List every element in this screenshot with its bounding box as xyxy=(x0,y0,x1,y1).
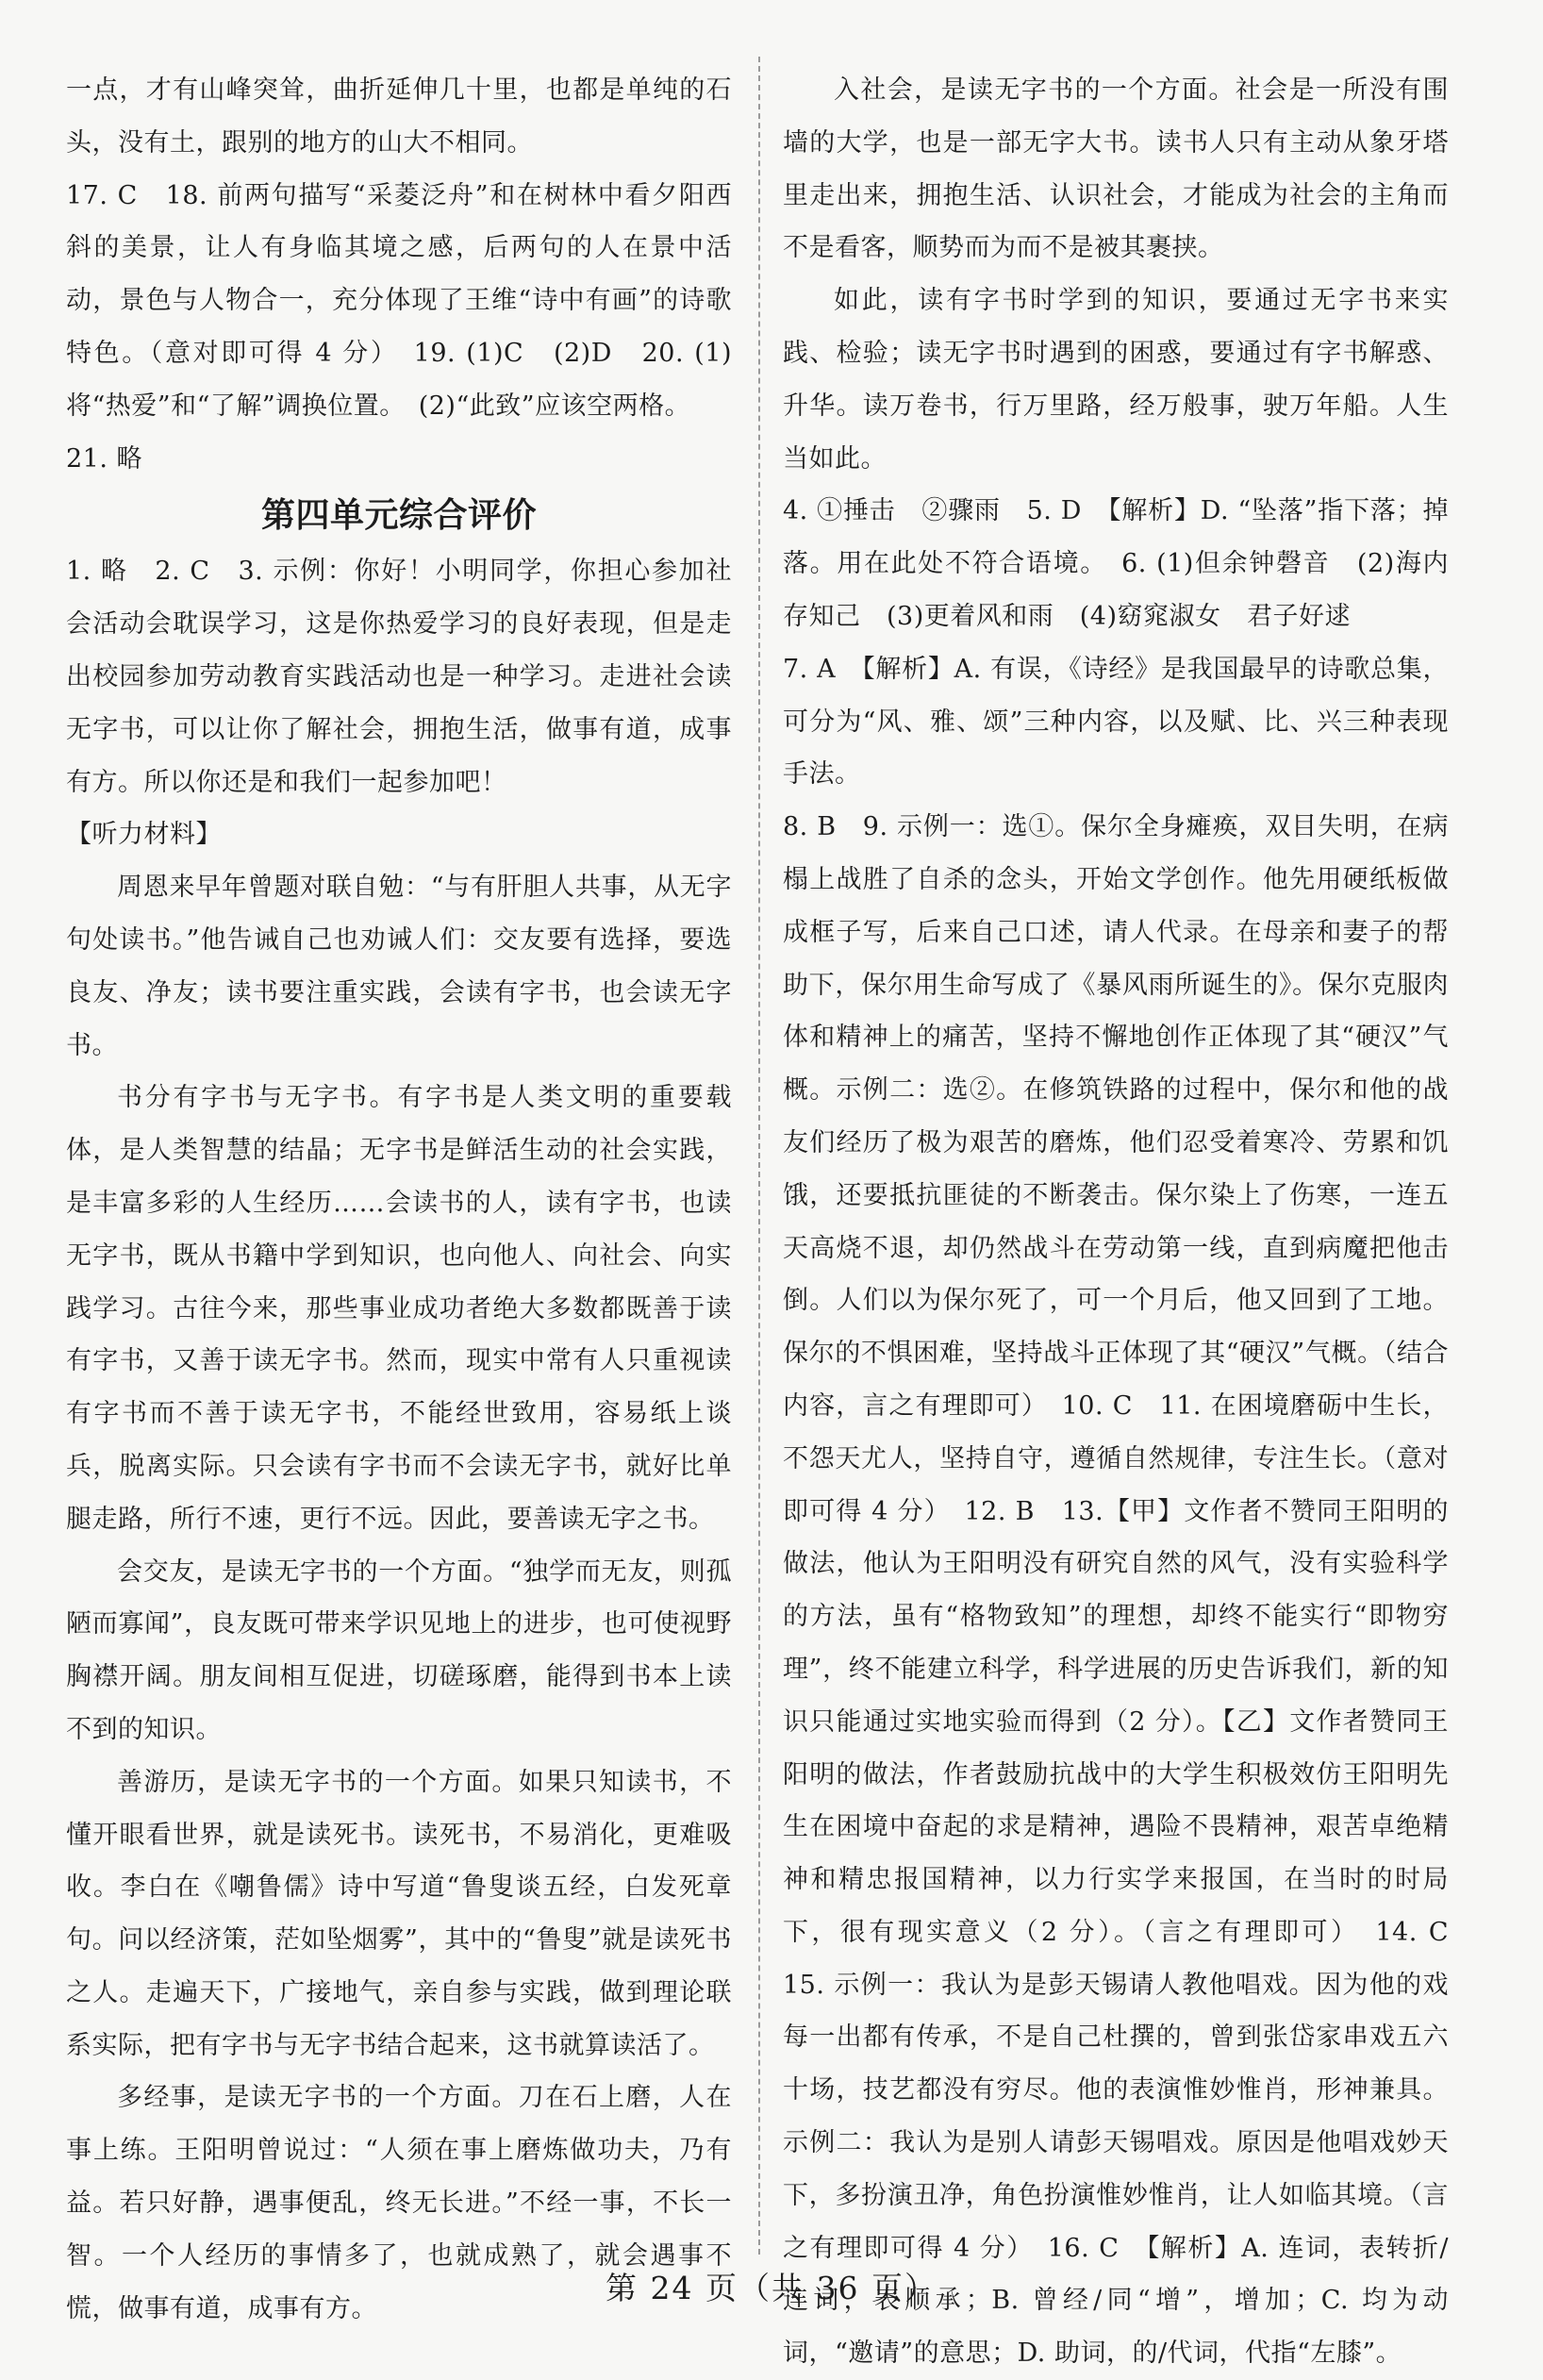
answer-paragraph: 4. ①捶击 ②骤雨 5. D 【解析】D. “坠落”指下落；掉落。用在此处不符合语境。 6. (1)但余钟磬音 (2)海内存知己 (3)更着风和雨 (4)窈窕淑女 君子好逑 xyxy=(783,496,1449,631)
indented-paragraph: 入社会，是读无字书的一个方面。社会是一所没有围墙的大学，也是一部无字大书。读书人只有主动从象牙塔里走出来，拥抱生活、认识社会，才能成为社会的主角而不是看客，顺势而为而不是被其裹挟。 xyxy=(783,75,1449,263)
page-number-footer: 第 24 页（共 36 页） xyxy=(606,2270,937,2306)
answer-paragraph: 8. B 9. 示例一：选①。保尔全身瘫痪，双目失明，在病榻上战胜了自杀的念头，开始文学创作。他先用硬纸板做成框子写，后来自己口述，请人代录。在母亲和妻子的帮助下，保尔用生命写成了《暴风雨所诞生的》。保尔克服肉体和精神上的痛苦，坚持不懈地创作正体现了其“硬汉”气概。示例二：选②。在修筑铁路的过程中，保尔和他的战友们经历了极为艰苦的磨炼，他们忍受着寒冷、劳累和饥饿，还要抵抗匪徒的不断袭击。保尔染上了伤寒，一连五天高烧不退，却仍然战斗在劳动第一线，直到病魔把他击倒。人们以为保尔死了，可一个月后，他又回到了工地。保尔的不惧困难，坚持战斗正体现了其“硬汉”气概。（结合内容，言之有理即可） 10. C 11. 在困境磨砺中生长，不怨天尤人，坚持自守，遵循自然规律，专注生长。（意对即可得 4 分） 12. B 13.【甲】文作者不赞同王阳明的做法，他认为王阳明没有研究自然的风气，没有实验科学的方法，虽有“格物致知”的理想，却终不能实行“即物穷理”，终不能建立科学，科学进展的历史告诉我们，新的知识只能通过实地实验而得到（2 分）。【乙】文作者赞同王阳明的做法，作者鼓励抗战中的大学生积极效仿王阳明先生在困境中奋起的求是精神，遇险不畏精神，艰苦卓绝精神和精忠报国精神，以力行实学来报国，在当时的时局下，很有现实意义（2 分）。（言之有理即可） 14. C 15. 示例一：我认为是彭天锡请人教他唱戏。因为他的戏每一出都有传承，不是自己杜撰的，曾到张岱家串戏五六十场，技艺都没有穷尽。他的表演惟妙惟肖，形神兼具。示例二：我认为是别人请彭天锡唱戏。原因是他唱戏妙天下，多扮演丑净，角色扮演惟妙惟肖，让人如临其境。（言之有理即可得 4 分） 16. C 【解析】A. 连词，表转折/连词，表顺承；B. 曾经/同“增”，增加；C. 均为动词，“邀请”的意思；D. 助词，的/代词，代指“左膝”。 xyxy=(783,812,1475,2369)
answer-paragraph: 17. C 18. 前两句描写“采菱泛舟”和在树林中看夕阳西斜的美景，让人有身临其境之感，后两句的人在景中活动，景色与人物合一，充分体现了王维“诗中有画”的诗歌特色。（意对即可得 4 分） 19. (1)C (2)D 20. (1)将“热爱”和“了解”调换位置。 (2)“此致”应该空两格。 xyxy=(66,180,732,421)
indented-paragraph: 如此，读有字书时学到的知识，要通过无字书来实践、检验；读无字书时遇到的困惑，要通过有字书解惑、升华。读万卷书，行万里路，经万般事，驶万年船。人生当如此。 xyxy=(783,286,1449,474)
left-column xyxy=(66,64,732,2335)
right-column xyxy=(783,64,1475,2380)
answer-paragraph: 1. 略 2. C 3. 示例：你好！小明同学，你担心参加社会活动会耽误学习，这是你热爱学习的良好表现，但是走出校园参加劳动教育实践活动也是一种学习。走进社会读无字书，可以让你了解社会，拥抱生活，做事有道，成事有方。所以你还是和我们一起参加吧！ xyxy=(66,557,732,797)
indented-paragraph: 周恩来早年曾题对联自勉：“与有肝胆人共事，从无字句处读书。”他告诫自己也劝诫人们：交友要有选择，要选良友、净友；读书要注重实践，会读有字书，也会读无字书。 xyxy=(66,873,732,1060)
indented-paragraph: 书分有字书与无字书。有字书是人类文明的重要载体，是人类智慧的结晶；无字书是鲜活生动的社会实践，是丰富多彩的人生经历……会读书的人，读有字书，也读无字书，既从书籍中学到知识，也向他人、向社会、向实践学习。古往今来，那些事业成功者绝大多数都既善于读有字书，又善于读无字书。然而，现实中常有人只重视读有字书而不善于读无字书，不能经世致用，容易纸上谈兵，脱离实际。只会读有字书而不会读无字书，就好比单腿走路，所行不速，更行不远。因此，要善读无字之书。 xyxy=(66,1083,732,1534)
section-title: 第四单元综合评价 xyxy=(260,495,537,536)
indented-paragraph: 多经事，是读无字书的一个方面。刀在石上磨，人在事上练。王阳明曾说过：“人须在事上磨炼做功夫，乃有益。若只好静，遇事便乱，终无长进。”不经一事，不长一智。一个人经历的事情多了，也就成熟了，就会遇事不慌，做事有道，成事有方。 xyxy=(66,2083,732,2323)
answer-paragraph: 21. 略 xyxy=(66,443,143,474)
answer-paragraph: 【听力材料】 xyxy=(66,820,222,850)
answer-paragraph: 一点，才有山峰突耸，曲折延伸几十里，也都是单纯的石头，没有土，跟别的地方的山大不相同。 xyxy=(66,75,732,158)
answer-paragraph: 7. A 【解析】A. 有误，《诗经》是我国最早的诗歌总集，可分为“风、雅、颂”三种内容，以及赋、比、兴三种表现手法。 xyxy=(783,654,1449,790)
indented-paragraph: 善游历，是读无字书的一个方面。如果只知读书，不懂开眼看世界，就是读死书。读死书，不易消化，更难吸收。李白在《嘲鲁儒》诗中写道“鲁叟谈五经，白发死章句。问以经济策，茫如坠烟雾”，其中的“鲁叟”就是读死书之人。走遍天下，广接地气，亲自参与实践，做到理论联系实际，把有字书与无字书结合起来，这书就算读活了。 xyxy=(66,1767,732,2060)
column-divider xyxy=(758,57,760,2255)
indented-paragraph: 会交友，是读无字书的一个方面。“独学而无友，则孤陋而寡闻”，良友既可带来学识见地上的进步，也可使视野胸襟开阔。朋友间相互促进，切磋琢磨，能得到书本上读不到的知识。 xyxy=(66,1556,732,1744)
